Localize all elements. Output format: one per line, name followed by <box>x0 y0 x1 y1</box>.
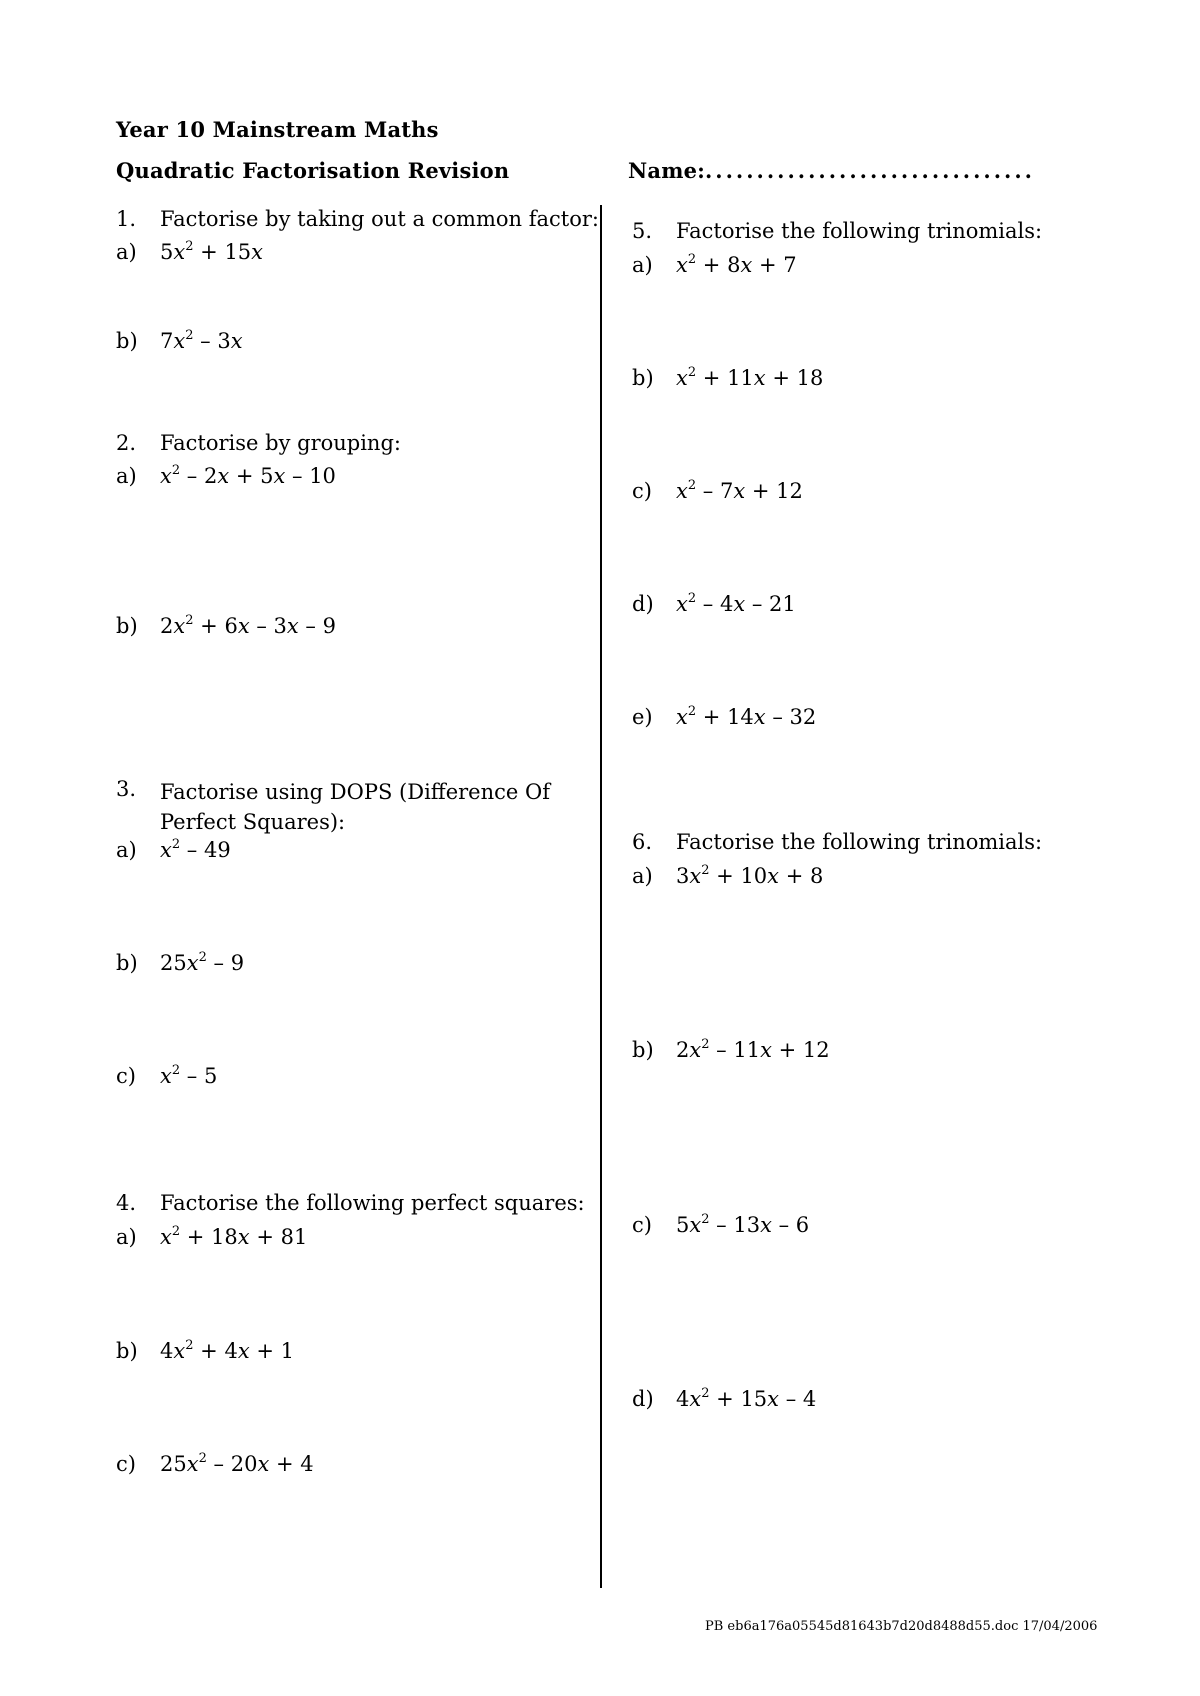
expression: $x^2 + 14x - 32$ <box>676 704 817 729</box>
expression: $2x^2 - 11x + 12$ <box>676 1037 830 1062</box>
part-label: c) <box>632 479 652 503</box>
question-text: Factorise by grouping: <box>160 431 401 455</box>
expression: $3x^2 + 10x + 8$ <box>676 863 824 888</box>
expression: $5x^2 - 13x - 6$ <box>676 1212 810 1237</box>
expression: $4x^2 + 4x + 1$ <box>160 1338 294 1363</box>
part-label: b) <box>116 951 138 975</box>
question-number: 6. <box>632 830 653 854</box>
part-label: c) <box>116 1064 136 1088</box>
part-label: a) <box>116 1225 137 1249</box>
expression: $x^2 - 49$ <box>160 837 231 862</box>
part-label: c) <box>116 1452 136 1476</box>
part-label: b) <box>116 614 138 638</box>
part-label: e) <box>632 705 653 729</box>
question-text: Factorise by taking out a common factor: <box>160 207 599 231</box>
expression: $2x^2 + 6x - 3x - 9$ <box>160 613 336 638</box>
expression: $7x^2 - 3x$ <box>160 328 243 353</box>
question-text: Factorise the following trinomials: <box>676 830 1043 854</box>
expression: $x^2 - 2x + 5x - 10$ <box>160 463 336 488</box>
expression: $x^2 - 4x - 21$ <box>676 591 796 616</box>
part-label: b) <box>632 1038 654 1062</box>
part-label: a) <box>116 240 137 264</box>
part-label: c) <box>632 1213 652 1237</box>
expression: $x^2 + 8x + 7$ <box>676 252 797 277</box>
expression: $x^2 - 7x + 12$ <box>676 478 803 503</box>
question-number: 1. <box>116 207 137 231</box>
expression: $25x^2 - 9$ <box>160 950 245 975</box>
part-label: b) <box>116 329 138 353</box>
expression: $4x^2 + 15x - 4$ <box>676 1386 817 1411</box>
name-label: Name: <box>628 158 706 183</box>
question-number: 5. <box>632 219 653 243</box>
question-text: Factorise the following perfect squares: <box>160 1191 585 1215</box>
page-title: Year 10 Mainstream Maths <box>116 117 439 142</box>
part-label: a) <box>632 253 653 277</box>
expression: $x^2 - 5$ <box>160 1063 218 1088</box>
expression: $25x^2 - 20x + 4$ <box>160 1451 314 1476</box>
column-divider <box>600 205 602 1588</box>
expression: $5x^2 + 15x$ <box>160 239 264 264</box>
page-subtitle: Quadratic Factorisation Revision <box>116 158 510 183</box>
part-label: b) <box>116 1339 138 1363</box>
part-label: a) <box>116 464 137 488</box>
part-label: a) <box>116 838 137 862</box>
part-label: a) <box>632 864 653 888</box>
question-text: Factorise the following trinomials: <box>676 219 1043 243</box>
question-number: 4. <box>116 1191 137 1215</box>
name-field-dots: ................................ <box>705 158 1035 183</box>
expression: $x^2 + 18x + 81$ <box>160 1224 308 1249</box>
question-number: 2. <box>116 431 137 455</box>
expression: $x^2 + 11x + 18$ <box>676 365 824 390</box>
document-footer: PB eb6a176a05545d81643b7d20d8488d55.doc 17/04/2006 <box>705 1619 1098 1634</box>
part-label: d) <box>632 1387 654 1411</box>
part-label: b) <box>632 366 654 390</box>
question-number: 3. <box>116 777 137 801</box>
question-text: Factorise using DOPS (Difference Of Perfect Squares): <box>160 780 550 834</box>
part-label: d) <box>632 592 654 616</box>
